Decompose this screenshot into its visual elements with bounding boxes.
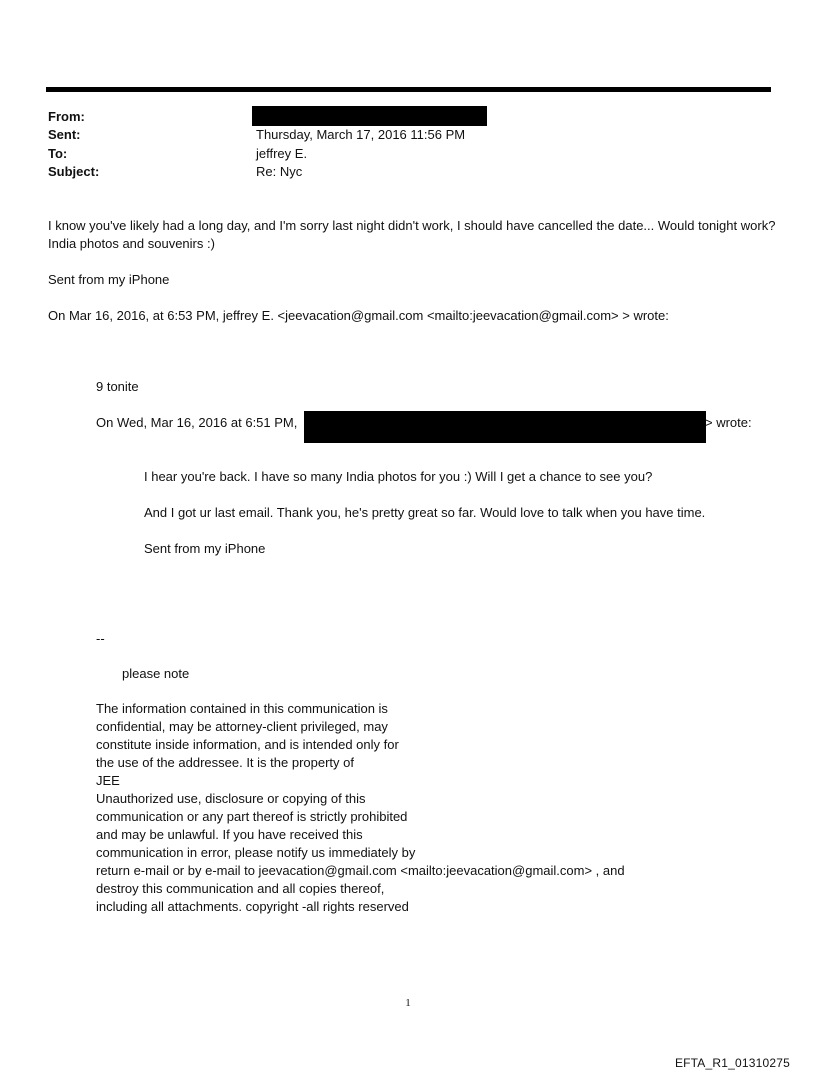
disclaimer-line: and may be unlawful. If you have received this [96,827,363,842]
subject-value: Re: Nyc [256,164,303,179]
quote-header: On Mar 16, 2016, at 6:53 PM, jeffrey E. <jeevacation@gmail.com <mailto:jeevacation@gmail.com> > wrote: [48,308,669,323]
disclaimer-line: constitute inside information, and is intended only for [96,737,399,752]
nested-quote-suffix: > wrote: [705,415,752,430]
disclaimer-line: communication or any part thereof is strictly prohibited [96,809,408,824]
nested-signature: Sent from my iPhone [144,541,266,556]
disclaimer-line: including all attachments. copyright -all rights reserved [96,899,409,914]
disclaimer-line: the use of the addressee. It is the property of [96,755,354,770]
disclaimer-line: JEE [96,773,120,788]
nested-message-line-2: And I got ur last email. Thank you, he's pretty great so far. Would love to talk when you have time. [144,505,706,520]
to-value: jeffrey E. [256,146,308,161]
nested-quote-prefix: On Wed, Mar 16, 2016 at 6:51 PM, [96,415,298,430]
subject-label: Subject: [48,164,100,179]
sent-from-iphone: Sent from my iPhone [48,272,170,287]
disclaimer-line: Unauthorized use, disclosure or copying of this [96,791,366,806]
header-rule [46,87,771,92]
disclaimer-line: destroy this communication and all copies thereof, [96,881,385,896]
bates-number: EFTA_R1_01310275 [674,1056,790,1070]
message-body: I know you've likely had a long day, and I'm sorry last night didn't work, I should have cancelled the date... Would tonight work? India photos and souvenirs :) [48,218,776,251]
reply-text: 9 tonite [96,379,139,394]
page-number: 1 [405,997,411,1009]
disclaimer-line: return e-mail or by e-mail to jeevacation@gmail.com <mailto:jeevacation@gmail.com> , and [96,863,625,878]
signature-separator: -- [96,631,105,646]
disclaimer-line: communication in error, please notify us immediately by [96,845,416,860]
disclaimer-line: confidential, may be attorney-client privileged, may [96,719,388,734]
please-note: please note [122,666,190,681]
sent-value: Thursday, March 17, 2016 11:56 PM [256,127,466,142]
nested-message-line-1: I hear you're back. I have so many India photos for you :) Will I get a chance to see you? [144,469,653,484]
from-label: From: [48,109,85,124]
disclaimer [96,700,696,916]
from-redaction [252,106,487,126]
disclaimer-line: The information contained in this communication is [96,701,388,716]
sent-label: Sent: [48,127,81,142]
sender-redaction [304,411,706,443]
to-label: To: [48,146,68,161]
